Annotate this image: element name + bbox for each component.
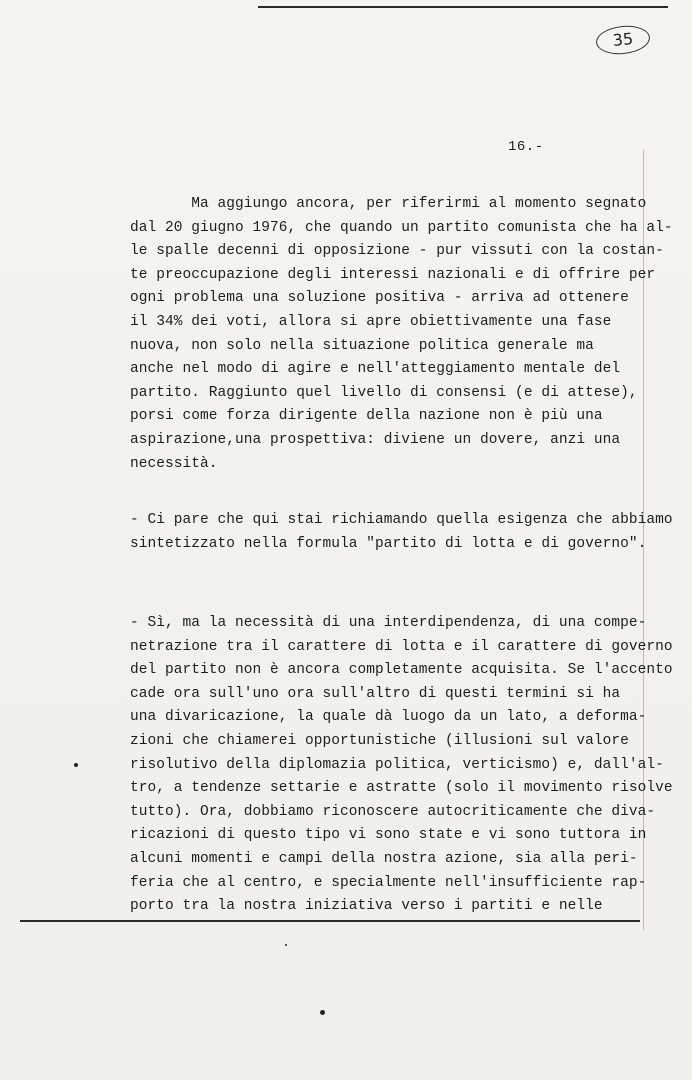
ink-speck (320, 1010, 325, 1015)
text-line: anche nel modo di agire e nell'atteggiamento mentale del (130, 361, 621, 378)
ink-speck (74, 763, 78, 767)
paragraph-question (130, 509, 673, 556)
bottom-rule (20, 920, 640, 922)
text-line: una divaricazione, la quale dà luogo da un lato, a deforma- (130, 709, 647, 726)
text-line: necessità. (130, 455, 218, 472)
text-line: tutto). Ora, dobbiamo riconoscere autocriticamente che diva- (130, 803, 656, 820)
text-line: zioni che chiamerei opportunistiche (illusioni sul valore (130, 732, 629, 749)
text-line: aspirazione,una prospettiva: diviene un dovere, anzi una (130, 431, 621, 448)
top-rule (258, 6, 668, 8)
page-number: 16.- (508, 139, 544, 155)
text-line: risolutivo della diplomazia politica, verticismo) e, dall'al- (130, 756, 664, 773)
text-line: tro, a tendenze settarie e astratte (solo il movimento risolve (130, 780, 673, 797)
text-line: - Ci pare che qui stai richiamando quella esigenza che abbiamo (130, 512, 673, 528)
text-line: cade ora sull'uno ora sull'altro di questi termini si ha (130, 685, 621, 702)
text-line: partito. Raggiunto quel livello di consensi (e di attese), (130, 384, 638, 401)
ink-speck (285, 944, 287, 946)
paragraph-intro (130, 193, 673, 476)
page-stamp: 35 (595, 23, 652, 56)
text-line: te preoccupazione degli interessi nazionali e di offrire per (130, 266, 656, 283)
text-line: - Sì, ma la necessità di una interdipendenza, di una compe- (130, 615, 647, 631)
text-line: porto tra la nostra iniziativa verso i partiti e nelle (130, 898, 603, 915)
text-line: sintetizzato nella formula "partito di lotta e di governo". (130, 535, 647, 552)
text-line: il 34% dei voti, allora si apre obiettivamente una fase (130, 313, 612, 330)
text-line: Ma aggiungo ancora, per riferirmi al momento segnato (130, 196, 647, 212)
text-line: alcuni momenti e campi della nostra azione, sia alla peri- (130, 850, 638, 867)
text-line: dal 20 giugno 1976, che quando un partito comunista che ha al- (130, 219, 673, 236)
text-line: porsi come forza dirigente della nazione non è più una (130, 408, 603, 425)
text-line: ricazioni di questo tipo vi sono state e vi sono tuttora in (130, 827, 647, 844)
text-line: del partito non è ancora completamente acquisita. Se l'accento (130, 662, 673, 679)
paragraph-answer (130, 612, 673, 919)
text-line: ogni problema una soluzione positiva - arriva ad ottenere (130, 290, 629, 307)
text-line: netrazione tra il carattere di lotta e il carattere di governo (130, 638, 673, 655)
text-line: feria che al centro, e specialmente nell'insufficiente rap- (130, 874, 647, 891)
text-line: le spalle decenni di opposizione - pur vissuti con la costan- (130, 243, 664, 260)
text-line: nuova, non solo nella situazione politica generale ma (130, 337, 594, 354)
